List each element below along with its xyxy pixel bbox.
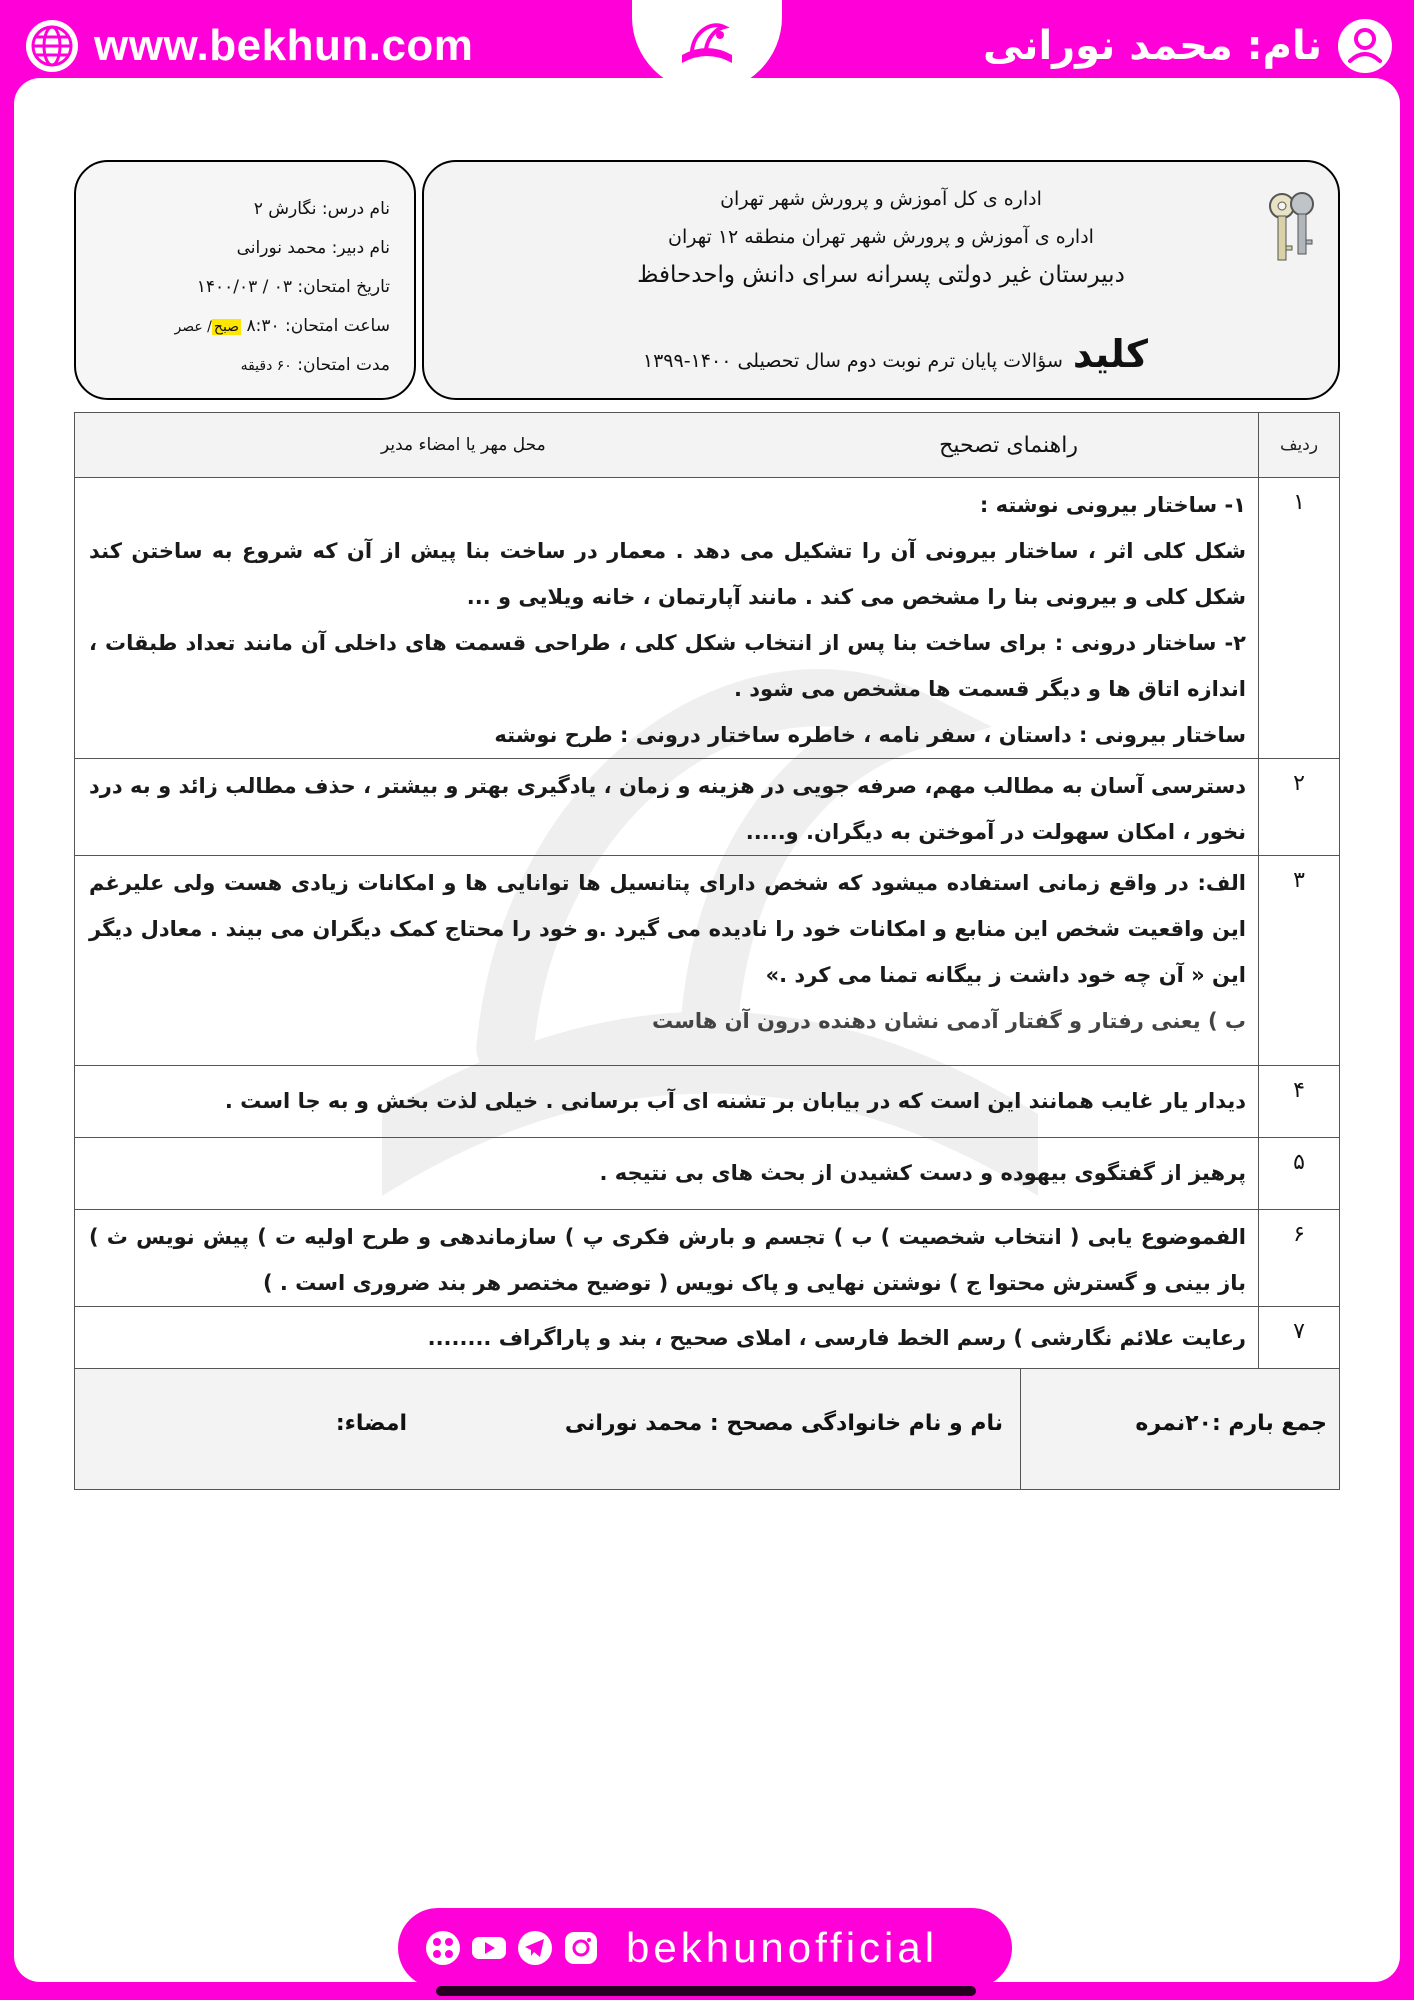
row-number: ۱ xyxy=(1259,478,1340,759)
answer-cell xyxy=(75,1066,1259,1138)
youtube-icon[interactable] xyxy=(470,1929,508,1967)
exam-duration xyxy=(76,346,390,385)
answer-line: شکل کلی اثر ، ساختار بیرونی آن را تشکیل می دهد . معمار در ساخت بنا پیش از آن که شروع به ساختن کند شکل کلی و بیرونی بنا را مشخص می کند . مانند آپارتمان ، خانه ویلایی و ... xyxy=(89,539,1246,609)
social-bar xyxy=(398,1908,1012,1988)
time-morning: صبح xyxy=(213,319,240,335)
grading-footer xyxy=(74,1368,1340,1490)
student-name-text: نام: محمد نورانی xyxy=(982,23,1322,69)
answer-key-label: کلید xyxy=(1072,332,1148,376)
answer-line: دیدار یار غایب همانند این است که در بیابان بر تشنه ای آب برسانی . خیلی لذت بخش و به جا است . xyxy=(224,1089,1246,1113)
answer-line: ب ) یعنی رفتار و گفتار آدمی نشان دهنده درون آن هاست xyxy=(651,1009,1246,1033)
row-number: ۷ xyxy=(1259,1307,1340,1379)
website-link[interactable] xyxy=(24,18,473,74)
aparat-icon[interactable] xyxy=(424,1929,462,1967)
time-evening: / عصر xyxy=(174,319,212,335)
row-number: ۵ xyxy=(1259,1138,1340,1210)
table-row xyxy=(75,759,1340,856)
row-number: ۴ xyxy=(1259,1066,1340,1138)
exam-info-box xyxy=(74,160,416,400)
header-line-2: اداره ی آموزش و پرورش شهر تهران منطقه ۱۲ تهران xyxy=(668,226,1094,248)
social-bar-shadow xyxy=(436,1986,976,1996)
duration-value: ۶۰ دقیقه xyxy=(240,358,292,374)
footer-divider xyxy=(1020,1369,1022,1489)
table-row xyxy=(75,478,1340,759)
exam-date: تاریخ امتحان: ۰۳ / ۱۴۰۰/۰۳ xyxy=(196,277,390,297)
header-line-1: اداره ی کل آموزش و پرورش شهر تهران xyxy=(720,188,1042,210)
answer-cell xyxy=(75,759,1259,856)
table-row xyxy=(75,1138,1340,1210)
answer-line: ۱- ساختار بیرونی نوشته : xyxy=(979,493,1246,517)
signature-label: امضاء: xyxy=(335,1411,407,1436)
answer-line: الفموضوع یابی ( انتخاب شخصیت ) ب ) تجسم و بارش فکری پ ) سازماندهی و طرح اولیه ت ) پیش نویس ث ) باز بینی و گسترش محتوا ج ) نوشتن نهایی و پاک نویس ( توضیح مختصر هر بند ضروری است . ) xyxy=(89,1225,1246,1295)
school-header-box xyxy=(422,160,1340,400)
row-number: ۶ xyxy=(1259,1210,1340,1307)
exam-time-label: ساعت امتحان: ۸:۳۰ xyxy=(246,316,390,336)
answer-line: رعایت علائم نگارشی ) رسم الخط فارسی ، املای صحیح ، بند و پاراگراف ........ xyxy=(427,1326,1246,1350)
header-index: ردیف xyxy=(1259,413,1340,478)
duration-label: مدت امتحان: xyxy=(297,355,390,375)
exam-title: سؤالات پایان ترم نوبت دوم سال تحصیلی ۱۴۰۰-۱۳۹۹ xyxy=(642,350,1063,372)
header-stamp-label: محل مهر یا امضاء مدیر xyxy=(381,435,546,455)
answer-line: ساختار بیرونی : داستان ، سفر نامه ، خاطره ساختار درونی : طرح نوشته xyxy=(494,723,1246,747)
book-logo-icon xyxy=(672,11,742,81)
answer-cell xyxy=(75,856,1259,1066)
exam-time xyxy=(76,307,390,346)
instagram-icon[interactable] xyxy=(562,1929,600,1967)
table-row xyxy=(75,1210,1340,1307)
row-number: ۲ xyxy=(1259,759,1340,856)
answer-line: الف: در واقع زمانی استفاده میشود که شخص دارای پتانسیل ها توانایی ها و امکانات زیادی هست ولی علیرغم این واقعیت شخص این منابع و امکانات خود را نادیده می گیرد .و خود را محتاج کمک دیگران می بیند . معادل دیگر این « آن چه خود داشت ز بیگانه تمنا می کرد .» xyxy=(89,871,1246,987)
table-row xyxy=(75,1066,1340,1138)
answer-line: ۲- ساختار درونی : برای ساخت بنا پس از انتخاب شکل کلی ، طراحی قسمت های داخلی آن مانند تعداد طبقات ، اندازه اتاق ها و دیگر قسمت ها مشخص می شود . xyxy=(89,631,1246,701)
header-guide-label: راهنمای تصحیح xyxy=(939,433,1078,458)
answer-cell xyxy=(75,1210,1259,1307)
student-name xyxy=(983,18,1394,74)
school-name: دبیرستان غیر دولتی پسرانه سرای دانش واحدحافظ xyxy=(637,262,1125,288)
course-name: نام درس: نگارش ۲ xyxy=(253,199,390,219)
website-text: www.bekhun.com xyxy=(94,21,474,70)
row-number: ۳ xyxy=(1259,856,1340,1066)
telegram-icon[interactable] xyxy=(516,1929,554,1967)
teacher-name: نام دبیر: محمد نورانی xyxy=(236,238,390,258)
answer-key-table xyxy=(74,412,1340,1379)
table-row xyxy=(75,856,1340,1066)
total-score: جمع بارم :۲۰نمره xyxy=(1135,1411,1327,1436)
answer-line: پرهیز از گفتگوی بیهوده و دست کشیدن از بحث های بی نتیجه . xyxy=(599,1161,1246,1185)
answer-cell xyxy=(75,478,1259,759)
social-handle[interactable]: bekhunofficial xyxy=(626,1924,939,1971)
answer-cell xyxy=(75,1138,1259,1210)
header-guide xyxy=(75,413,1259,478)
table-header-row xyxy=(75,413,1340,478)
exam-title-row xyxy=(643,332,1148,376)
answer-line: دسترسی آسان به مطالب مهم، صرفه جویی در هزینه و زمان ، یادگیری بهتر و بیشتر ، حذف مطالب زائد و به درد نخور ، امکان سهولت در آموختن به دیگران. و..... xyxy=(89,774,1246,844)
user-icon xyxy=(1336,17,1394,75)
grader-name: نام و نام خانوادگی مصحح : محمد نورانی xyxy=(564,1411,1003,1436)
globe-icon xyxy=(24,18,80,74)
